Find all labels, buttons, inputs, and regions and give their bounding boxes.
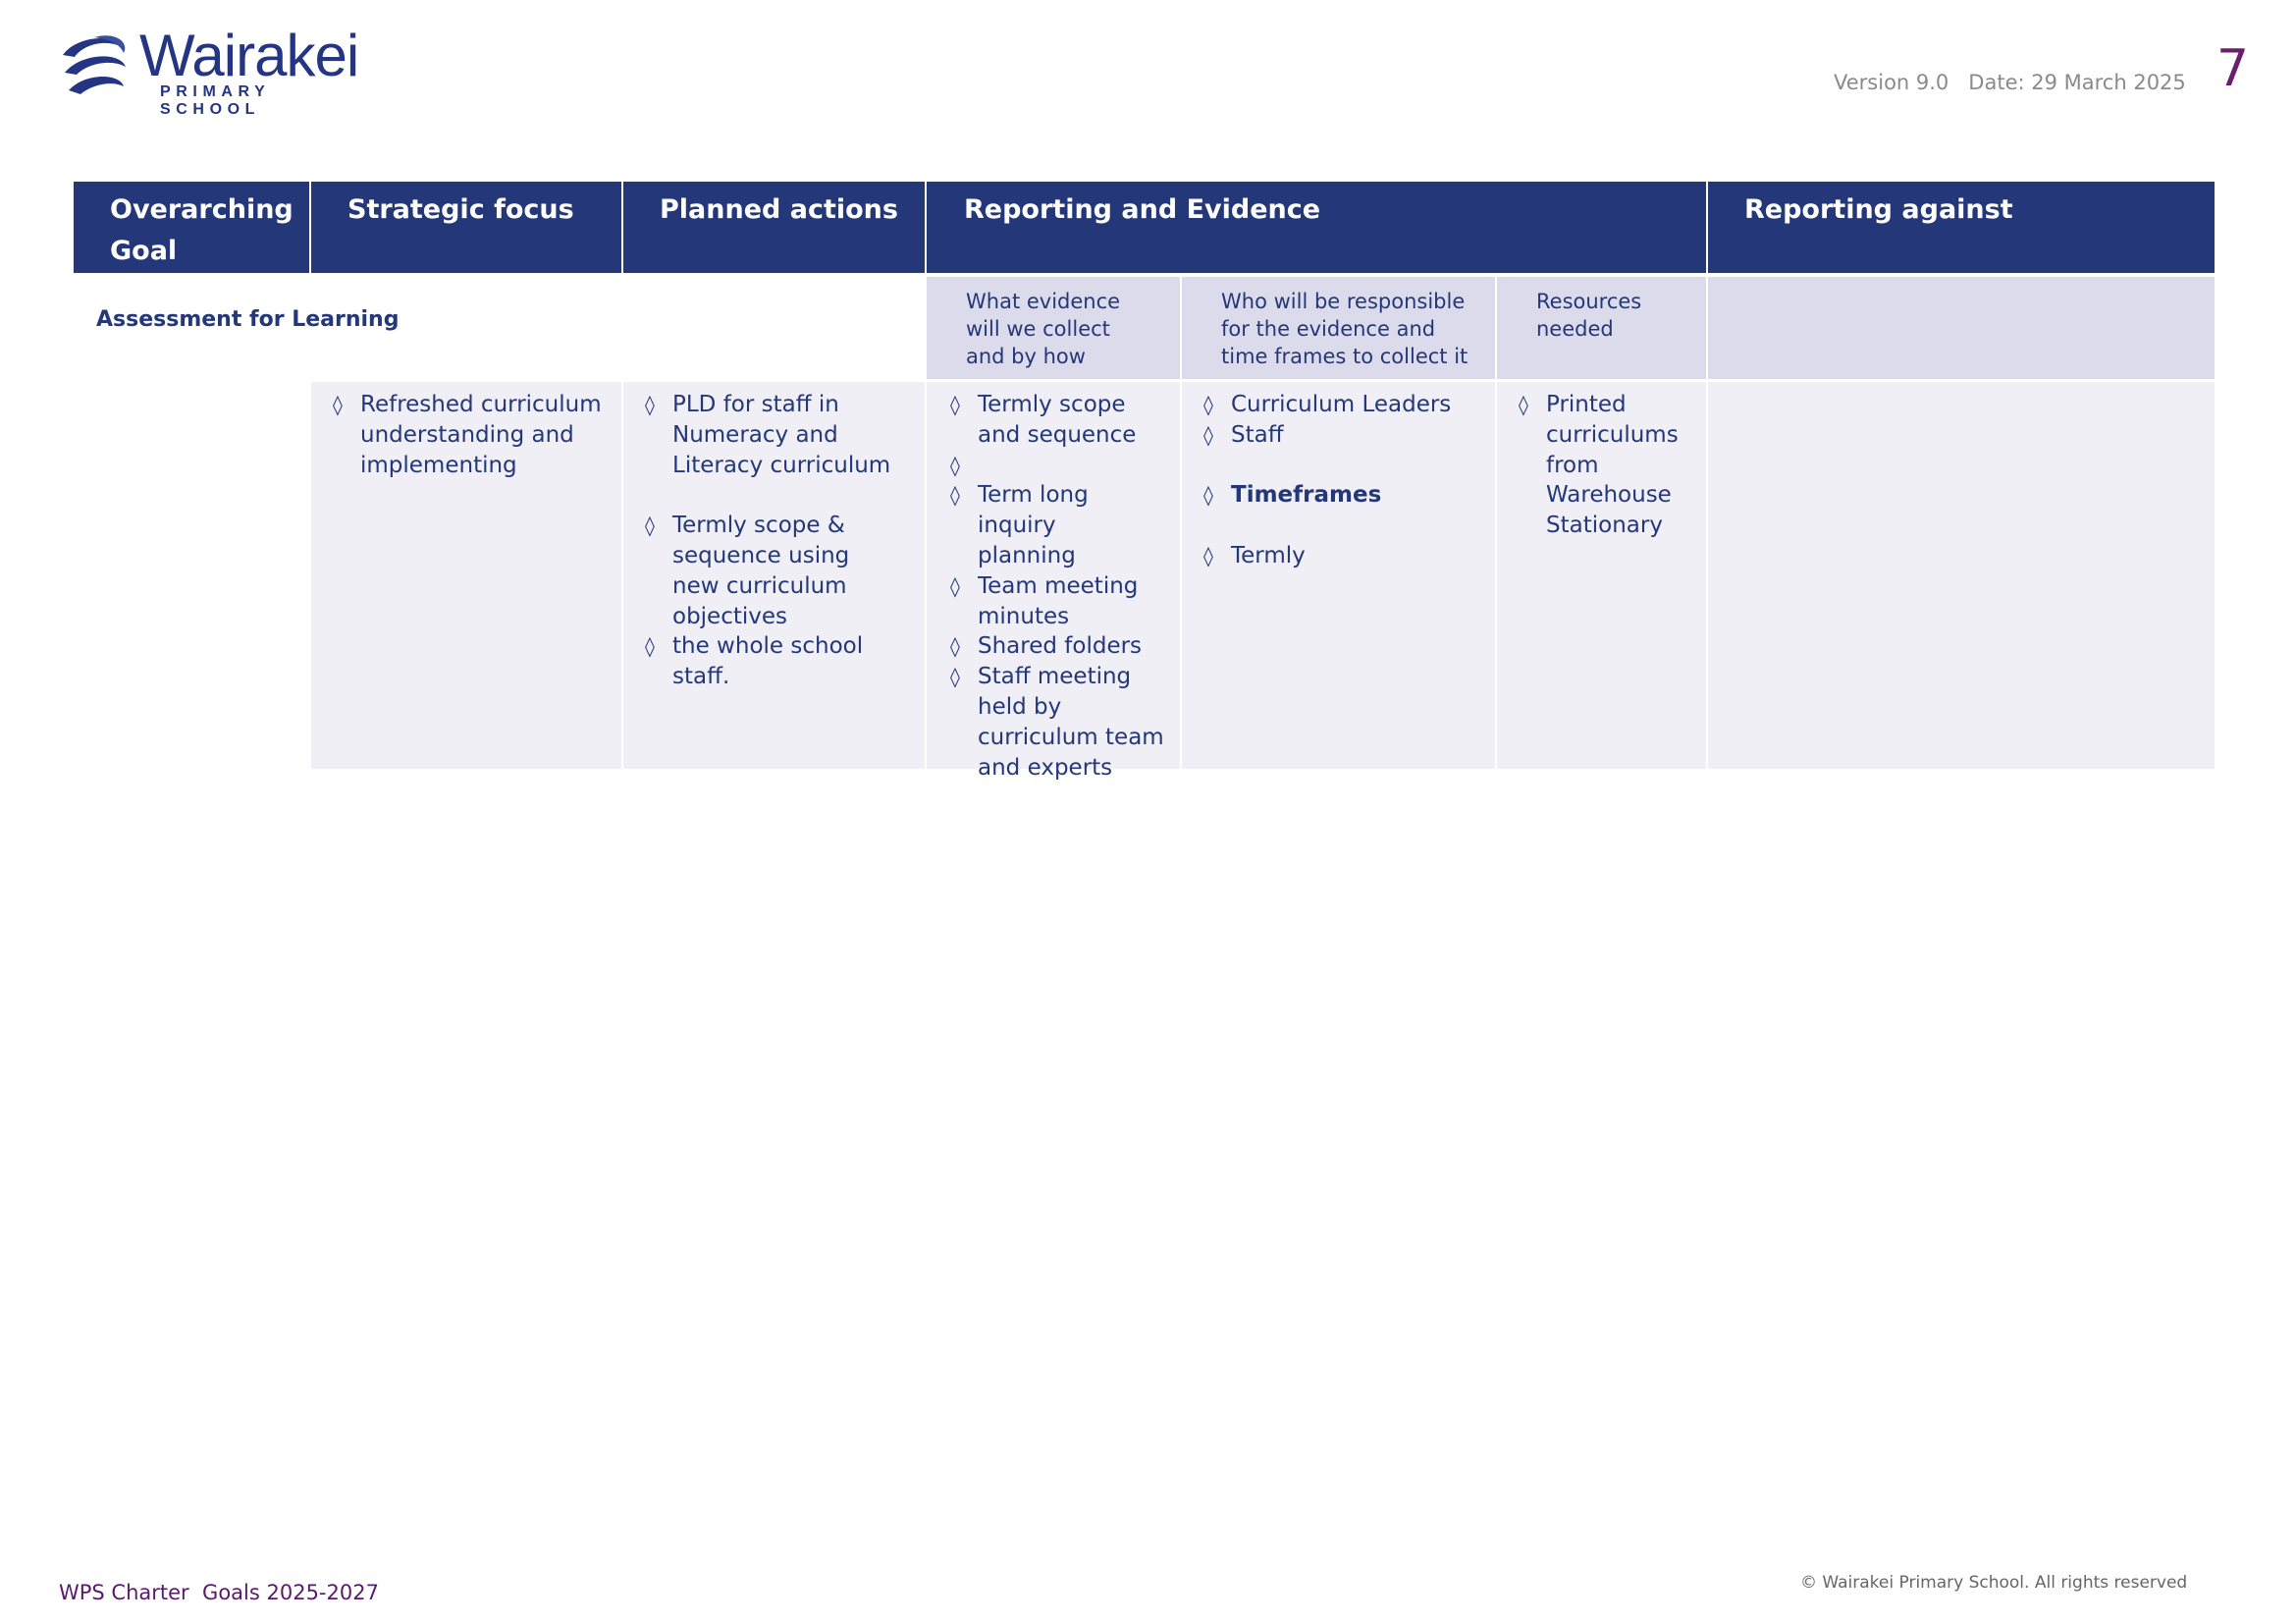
subheader-responsible [1182,277,1495,379]
list-item: ◊ Termly scope and sequence [950,392,1137,448]
col-header-reporting-evidence: Reporting and Evidence [927,182,1706,273]
cell-evidence [927,382,1180,781]
list-item: ◊ PLD for staff in Numeracy and Literacy curriculum [645,392,891,478]
list-item [950,451,1159,481]
footer-copyright: © Wairakei Primary School. All rights reserved [1800,1573,2188,1593]
diamond-bullet-icon: ◊ [950,453,960,477]
footer-title: WPS Charter Goals 2025-2027 [59,1581,379,1604]
logo-swirl-icon [55,29,133,106]
version-label: Version 9.0 [1834,71,1949,94]
diamond-bullet-icon: ◊ [645,634,655,659]
diamond-bullet-icon: ◊ [1519,393,1528,416]
cell-responsible [1182,382,1495,769]
date-label: Date: 29 March 2025 [1968,71,2186,94]
diamond-bullet-icon: ◊ [950,573,960,598]
diamond-bullet-icon: ◊ [645,393,655,416]
list-item: ◊ Term long inquiry planning [950,482,1089,568]
list-item: ◊ the whole school staff. [645,633,864,690]
diamond-bullet-icon: ◊ [645,514,655,538]
section-label: Assessment for Learning [96,307,400,332]
logo-subtitle: PRIMARY SCHOOL [160,83,271,118]
diamond-bullet-icon: ◊ [950,483,960,508]
subheader-evidence [927,277,1180,379]
col-header-planned-actions: Planned actions [623,182,925,273]
col-header-reporting-against: Reporting against [1708,182,2215,273]
list-item: ◊ Termly [1203,541,1495,571]
cell-strategic-focus [311,382,621,769]
list-item: ◊ Staff [1203,420,1495,451]
list-item: ◊ Curriculum Leaders [1203,390,1495,420]
school-logo [55,23,379,118]
subheader-resources-text: Resources needed [1536,290,1642,341]
diamond-bullet-icon: ◊ [1203,543,1213,568]
subheader-evidence-text: What evidence will we collect and by how [966,290,1121,368]
list-item: ◊ Shared folders [950,631,1159,662]
diamond-bullet-icon: ◊ [950,634,960,659]
list-item: ◊ Staff meeting held by curriculum team and experts [950,664,1164,781]
diamond-bullet-icon: ◊ [1203,483,1213,508]
page-number: 7 [2216,39,2250,98]
col-header-overarching-goal: Overarching Goal [74,182,309,273]
subheader-resources [1497,277,1706,379]
list-item: ◊ Termly scope & sequence using new curriculum objectives [645,513,850,629]
cell-planned-actions [623,382,925,769]
subheader-responsible-text: Who will be responsible for the evidence and time frames to collect it [1221,290,1468,368]
list-item: ◊ Team meeting minutes [950,572,1139,629]
cell-resources [1497,382,1706,769]
col-header-strategic-focus: Strategic focus [311,182,621,273]
subheader-reporting-against [1708,277,2215,379]
diamond-bullet-icon: ◊ [1203,393,1213,416]
list-item: ◊ Refreshed curriculum understanding and implementing [333,392,602,478]
cell-reporting-against [1708,382,2215,769]
list-item: ◊ Timeframes [1203,480,1495,511]
logo-wordmark: Wairakei [139,23,359,88]
diamond-bullet-icon: ◊ [1203,422,1213,447]
list-item: ◊ Printed curriculums from Warehouse Stationary [1519,392,1679,539]
version-info [1834,71,2186,94]
diamond-bullet-icon: ◊ [333,393,343,416]
diamond-bullet-icon: ◊ [950,665,960,689]
diamond-bullet-icon: ◊ [950,393,960,416]
